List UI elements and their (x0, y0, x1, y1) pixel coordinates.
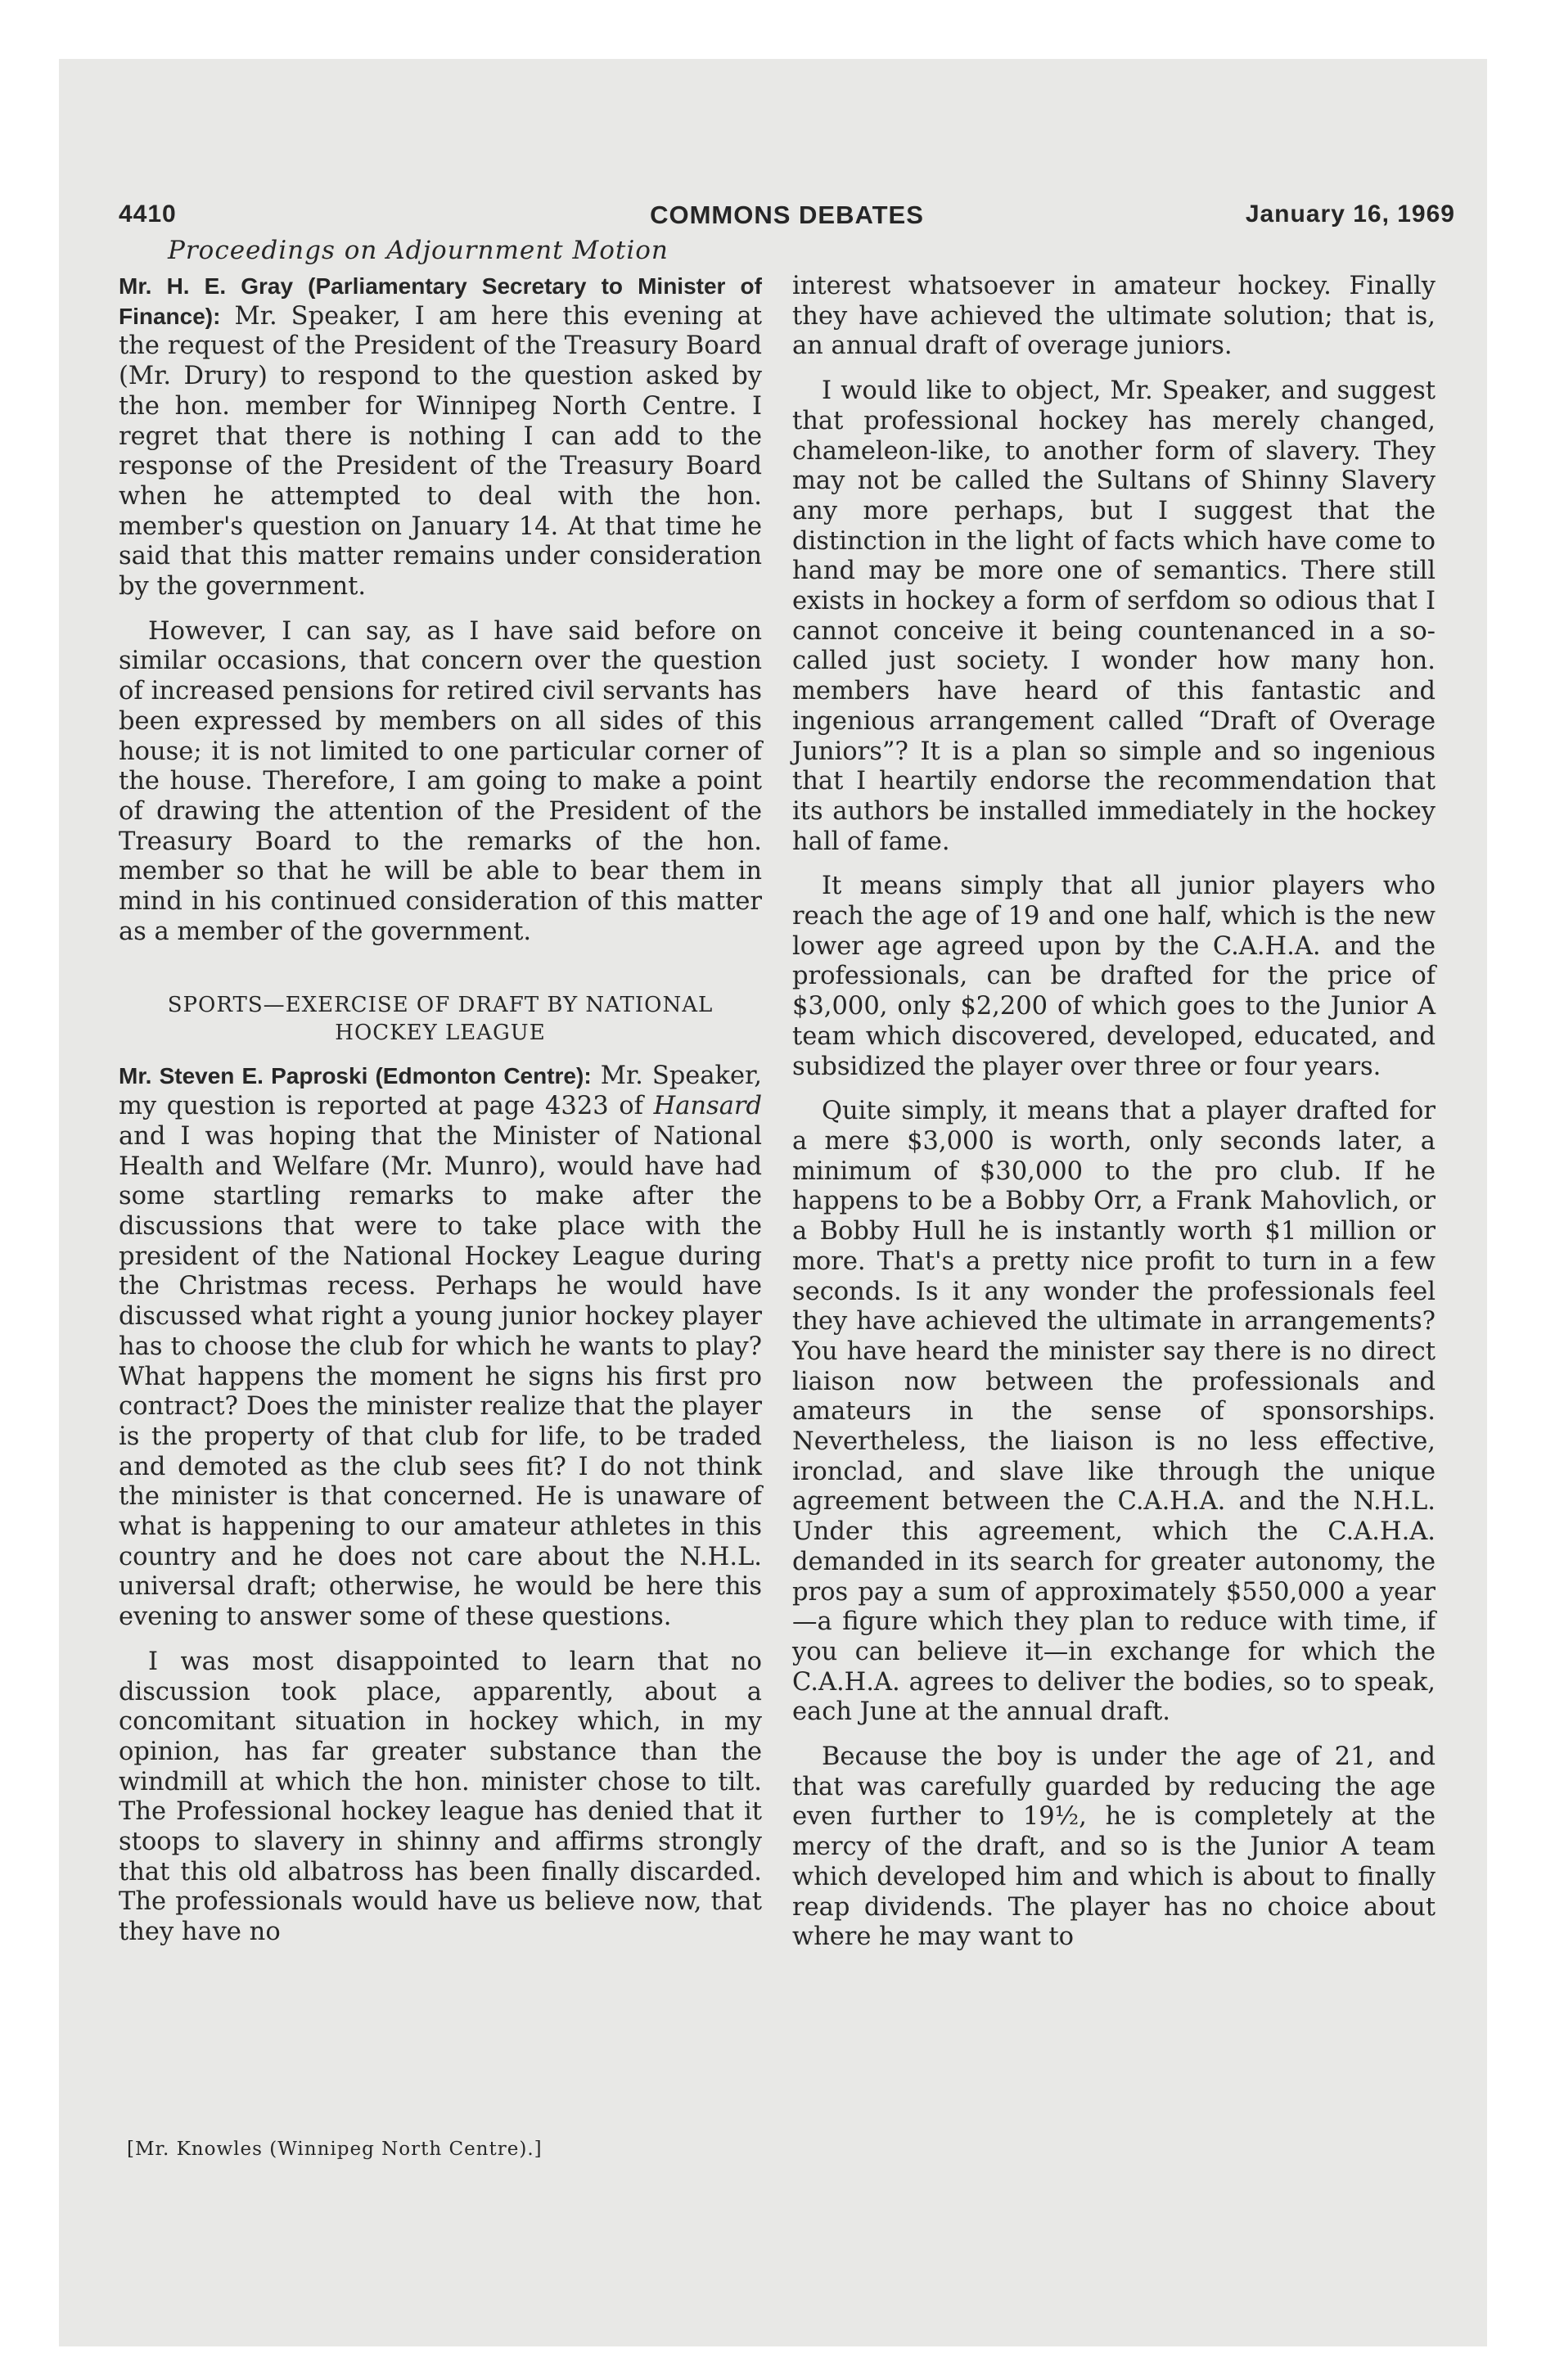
paragraph: Because the boy is under the age of 21, and that was carefully guarded by reducing the age even further to 19½, he is completely at the mercy of the draft, and so is the Junior A team which developed him and which is about to finally reap dividends. The player has no choice about where he may want to (792, 1742, 1436, 1952)
paragraph: I would like to object, Mr. Speaker, and suggest that professional hockey has merely changed, chameleon-like, to another form of slavery. They may not be called the Sultans of Shinny Slavery any more perhaps, but I suggest that the distinction in the light of facts which have come to hand may be more one of semantics. There still exists in hockey a form of serfdom so odious that I cannot conceive it being countenanced in a so-called just society. I wonder how many hon. members have heard of this fantastic and ingenious arrangement called “Draft of Overage Juniors”? It is a plan so simple and so ingenious that I heartily endorse the recommendation that its authors be installed immediately in the hockey hall of fame. (792, 376, 1436, 856)
footer-note: [Mr. Knowles (Winnipeg North Centre).] (127, 2139, 543, 2160)
right-column (792, 272, 1436, 1953)
hansard-title: Hansard (653, 1092, 762, 1121)
page-header (119, 201, 1455, 240)
speaker-name: Mr. H. E. Gray (Parliamentary Secretary to Minister of Finance): (119, 273, 762, 329)
paragraph: It means simply that all junior players who reach the age of 19 and one half, which is the new lower age agreed upon by the C.A.H.A. and the professionals, can be drafted for the price of $3,000, only $2,200 of which goes to the Junior A team which discovered, developed, educated, and subsidized the player over three or four years. (792, 872, 1436, 1081)
paragraph: Quite simply, it means that a player drafted for a mere $3,000 is worth, only seconds later, a minimum of $30,000 to the pro club. If he happens to be a Bobby Orr, a Frank Mahovlich, or a Bobby Hull he is instantly worth $1 million or more. That's a pretty nice profit to turn in a few seconds. Is it any wonder the professionals feel they have achieved the ultimate in arrangements? You have heard the minister say there is no direct liaison now between the professionals and amateurs in the sense of sponsorships. Nevertheless, the liaison is no less effective, ironclad, and slave like through the unique agreement between the C.A.H.A. and the N.H.L. Under this agreement, which the C.A.H.A. demanded in its search for greater autonomy, the pros pay a sum of approximately $550,000 a year—a figure which they plan to reduce with time, if you can believe it—in exchange for which the C.A.H.A. agrees to deliver the bodies, so to speak, each June at the annual draft. (792, 1097, 1436, 1727)
paragraph: I was most disappointed to learn that no discussion took place, apparently, about a concomitant situation in hockey which, in my opinion, has far greater substance than the windmill at which the hon. minister chose to tilt. The Professional hockey league has denied that it stoops to slavery in shinny and affirms strongly that this old albatross has been finally discarded. The professionals would have us believe now, that they have no (119, 1647, 762, 1947)
section-subheading: Proceedings on Adjournment Motion (168, 236, 669, 265)
page-number: 4410 (119, 201, 177, 228)
paragraph-text: Mr. Speaker, I am here this evening at the request of the President of the Treasury Board (Mr. Drury) to respond to the question asked by the hon. member for Winnipeg North Centre. I regret that there is nothing I can add to the response of the President of the Treasury Board when he attempted to deal with the hon. member's question on January 14. At that time he said that this matter remains under consideration by the government. (119, 301, 763, 602)
publication-title: COMMONS DEBATES (650, 201, 924, 229)
paragraph: However, I can say, as I have said before on similar occasions, that concern over the question of increased pensions for retired civil servants has been expressed by members on all sides of this house; it is not limited to one particular corner of the house. Therefore, I am going to make a point of drawing the attention of the President of the Treasury Board to the remarks of the hon. member so that he will be able to bear them in mind in his continued consideration of this matter as a member of the government. (119, 616, 762, 946)
paragraph (119, 1062, 762, 1632)
paragraph: interest whatsoever in amateur hockey. Finally they have achieved the ultimate solution; that is, an annual draft of overage juniors. (792, 272, 1436, 361)
speaker-name: Mr. Steven E. Paproski (Edmonton Centre): (119, 1063, 592, 1089)
page-date: January 16, 1969 (1245, 201, 1455, 228)
section-heading: SPORTS—EXERCISE OF DRAFT BY NATIONAL HOCKEY LEAGUE (167, 993, 714, 1046)
left-column (119, 272, 762, 1948)
paragraph (119, 272, 762, 602)
paragraph-text: and I was hoping that the Minister of National Health and Welfare (Mr. Munro), would have had some startling remarks to make after the discussions that were to take place with the president of the National Hockey League during the Christmas recess. Perhaps he would have discussed what right a young junior hockey player has to choose the club for which he wants to play? What happens the moment he signs his first pro contract? Does the minister realize that the player is the property of that club for life, to be traded and demoted as the club sees fit? I do not think the minister is that concerned. He is unaware of what is happening to our amateur athletes in this country and he does not care about the N.H.L. universal draft; otherwise, he would be here this evening to answer some of these questions. (119, 1121, 762, 1632)
paragraph-text: Mr. Speaker, my question is reported at page 4323 of (119, 1062, 762, 1121)
